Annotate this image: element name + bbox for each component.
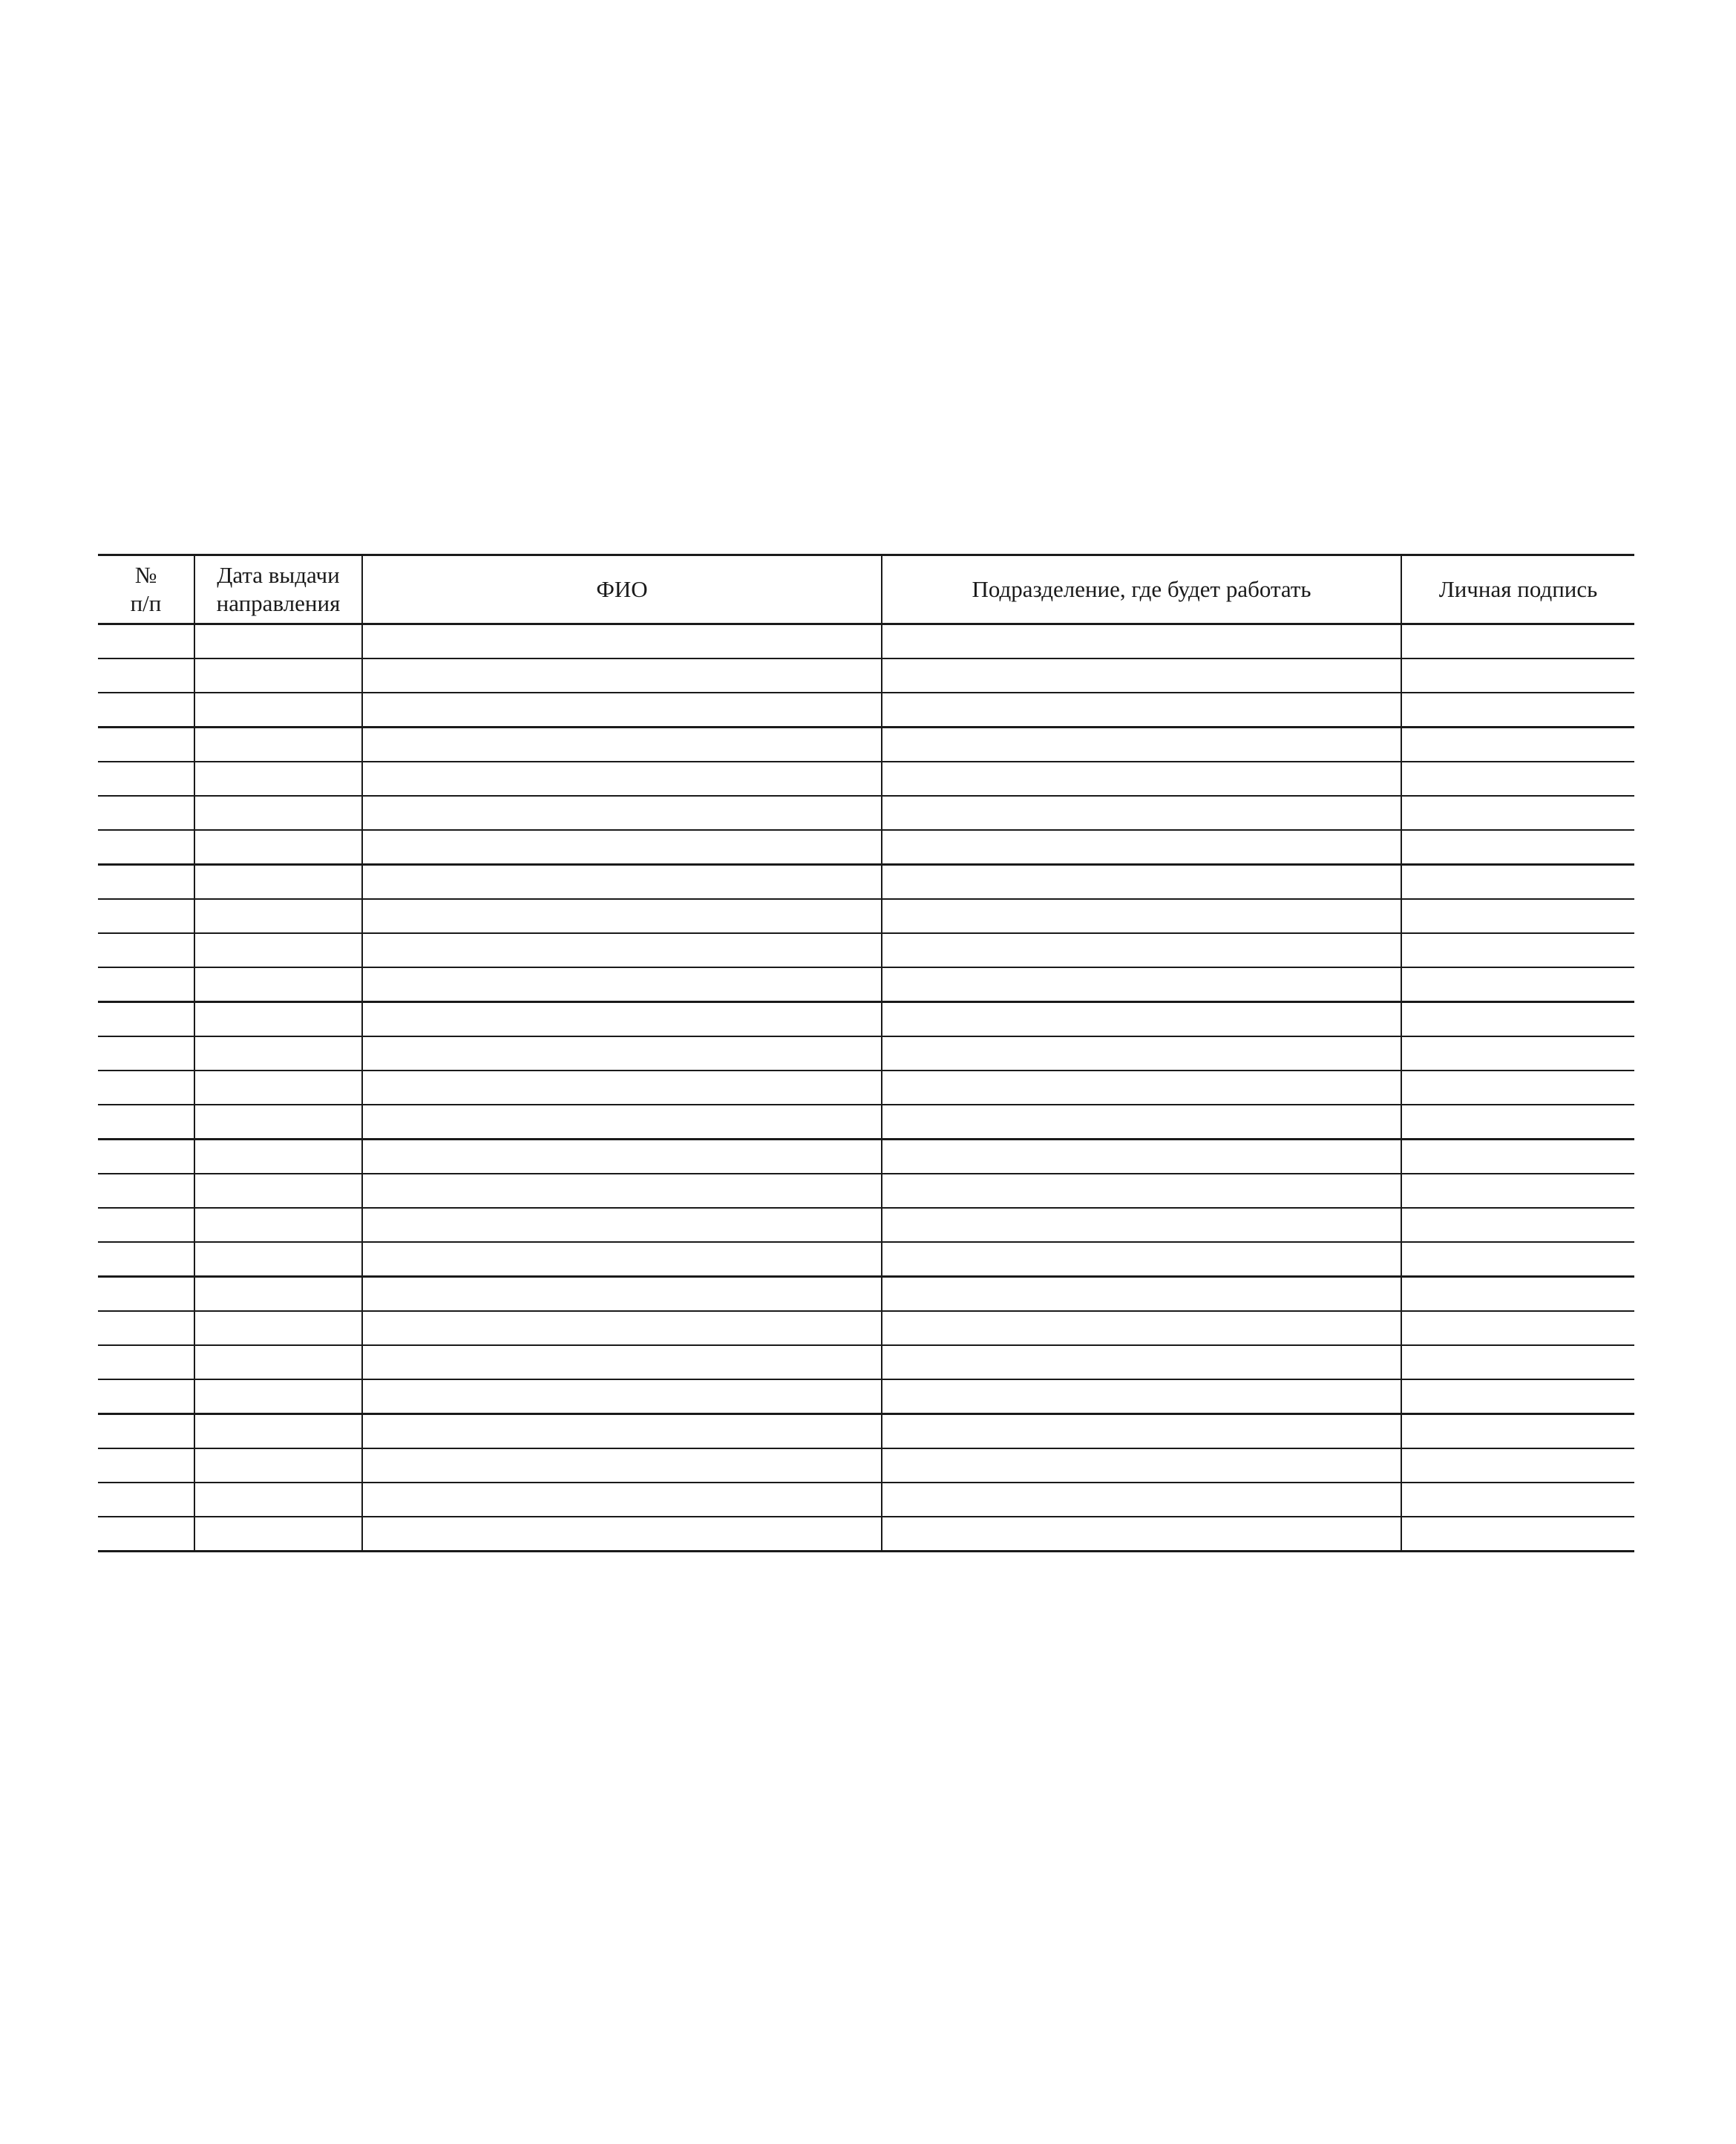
cell-department[interactable] <box>882 1483 1401 1517</box>
cell-number[interactable] <box>98 1517 194 1552</box>
cell-number[interactable] <box>98 1311 194 1345</box>
cell-department[interactable] <box>882 899 1401 933</box>
col-header-signature: Личная подпись <box>1401 555 1634 624</box>
cell-signature[interactable] <box>1401 1242 1634 1277</box>
table-row <box>98 967 1634 1002</box>
cell-full-name[interactable] <box>362 1208 882 1242</box>
cell-department[interactable] <box>882 658 1401 693</box>
cell-department[interactable] <box>882 830 1401 865</box>
cell-number[interactable] <box>98 693 194 728</box>
cell-signature[interactable] <box>1401 1002 1634 1037</box>
cell-signature[interactable] <box>1401 1379 1634 1414</box>
cell-department[interactable] <box>882 1105 1401 1140</box>
cell-full-name[interactable] <box>362 796 882 830</box>
table-row <box>98 762 1634 796</box>
cell-issue-date[interactable] <box>194 693 362 728</box>
table-row <box>98 933 1634 967</box>
cell-signature[interactable] <box>1401 1311 1634 1345</box>
table-row <box>98 1345 1634 1379</box>
cell-issue-date[interactable] <box>194 1002 362 1037</box>
cell-issue-date[interactable] <box>194 728 362 762</box>
table-row <box>98 1071 1634 1105</box>
cell-department[interactable] <box>882 762 1401 796</box>
table-header <box>98 555 1634 624</box>
cell-issue-date[interactable] <box>194 1483 362 1517</box>
cell-signature[interactable] <box>1401 693 1634 728</box>
cell-full-name[interactable] <box>362 1483 882 1517</box>
cell-department[interactable] <box>882 624 1401 659</box>
header-row <box>98 555 1634 624</box>
cell-department[interactable] <box>882 1036 1401 1071</box>
table-row <box>98 728 1634 762</box>
cell-issue-date[interactable] <box>194 1517 362 1552</box>
col-header-number: № п/п <box>98 555 194 624</box>
cell-full-name[interactable] <box>362 1414 882 1449</box>
cell-full-name[interactable] <box>362 1345 882 1379</box>
table-row <box>98 1140 1634 1174</box>
cell-department[interactable] <box>882 1208 1401 1242</box>
cell-signature[interactable] <box>1401 1414 1634 1449</box>
cell-department[interactable] <box>882 1277 1401 1312</box>
cell-full-name[interactable] <box>362 899 882 933</box>
cell-number[interactable] <box>98 967 194 1002</box>
cell-number[interactable] <box>98 1483 194 1517</box>
cell-department[interactable] <box>882 796 1401 830</box>
table-row <box>98 1036 1634 1071</box>
cell-full-name[interactable] <box>362 1379 882 1414</box>
table-row <box>98 899 1634 933</box>
cell-full-name[interactable] <box>362 624 882 659</box>
cell-signature[interactable] <box>1401 1071 1634 1105</box>
table-row <box>98 658 1634 693</box>
cell-full-name[interactable] <box>362 762 882 796</box>
cell-department[interactable] <box>882 1140 1401 1174</box>
cell-signature[interactable] <box>1401 762 1634 796</box>
cell-issue-date[interactable] <box>194 865 362 900</box>
cell-number[interactable] <box>98 728 194 762</box>
cell-issue-date[interactable] <box>194 1277 362 1312</box>
cell-issue-date[interactable] <box>194 1311 362 1345</box>
table-body <box>98 624 1634 1552</box>
col-header-issue-date: Дата выдачи направления <box>194 555 362 624</box>
table-row <box>98 1517 1634 1552</box>
cell-full-name[interactable] <box>362 1036 882 1071</box>
cell-number[interactable] <box>98 1379 194 1414</box>
cell-full-name[interactable] <box>362 933 882 967</box>
cell-full-name[interactable] <box>362 1071 882 1105</box>
cell-number[interactable] <box>98 1174 194 1208</box>
col-header-full-name: ФИО <box>362 555 882 624</box>
cell-number[interactable] <box>98 1105 194 1140</box>
cell-issue-date[interactable] <box>194 899 362 933</box>
cell-department[interactable] <box>882 865 1401 900</box>
cell-issue-date[interactable] <box>194 1379 362 1414</box>
cell-signature[interactable] <box>1401 1448 1634 1483</box>
cell-number[interactable] <box>98 658 194 693</box>
cell-department[interactable] <box>882 1002 1401 1037</box>
table-row <box>98 796 1634 830</box>
cell-issue-date[interactable] <box>194 1105 362 1140</box>
cell-full-name[interactable] <box>362 1002 882 1037</box>
cell-signature[interactable] <box>1401 658 1634 693</box>
cell-full-name[interactable] <box>362 1174 882 1208</box>
cell-number[interactable] <box>98 624 194 659</box>
cell-issue-date[interactable] <box>194 658 362 693</box>
cell-issue-date[interactable] <box>194 1208 362 1242</box>
table-row <box>98 1448 1634 1483</box>
cell-signature[interactable] <box>1401 830 1634 865</box>
cell-department[interactable] <box>882 1071 1401 1105</box>
cell-number[interactable] <box>98 865 194 900</box>
cell-issue-date[interactable] <box>194 967 362 1002</box>
cell-full-name[interactable] <box>362 1311 882 1345</box>
cell-number[interactable] <box>98 1071 194 1105</box>
table-row <box>98 1208 1634 1242</box>
cell-full-name[interactable] <box>362 1140 882 1174</box>
table-row <box>98 1483 1634 1517</box>
cell-signature[interactable] <box>1401 1483 1634 1517</box>
cell-issue-date[interactable] <box>194 830 362 865</box>
cell-issue-date[interactable] <box>194 624 362 659</box>
cell-department[interactable] <box>882 728 1401 762</box>
register-table <box>98 554 1634 1552</box>
cell-number[interactable] <box>98 1345 194 1379</box>
cell-department[interactable] <box>882 1517 1401 1552</box>
cell-issue-date[interactable] <box>194 933 362 967</box>
cell-signature[interactable] <box>1401 1345 1634 1379</box>
cell-number[interactable] <box>98 1242 194 1277</box>
cell-signature[interactable] <box>1401 728 1634 762</box>
cell-full-name[interactable] <box>362 1105 882 1140</box>
cell-number[interactable] <box>98 1140 194 1174</box>
table-row <box>98 830 1634 865</box>
cell-department[interactable] <box>882 1345 1401 1379</box>
table-row <box>98 693 1634 728</box>
cell-department[interactable] <box>882 1311 1401 1345</box>
cell-number[interactable] <box>98 1002 194 1037</box>
cell-number[interactable] <box>98 1208 194 1242</box>
cell-number[interactable] <box>98 830 194 865</box>
cell-number[interactable] <box>98 1448 194 1483</box>
cell-full-name[interactable] <box>362 728 882 762</box>
table-row <box>98 865 1634 900</box>
cell-signature[interactable] <box>1401 899 1634 933</box>
cell-number[interactable] <box>98 1414 194 1449</box>
cell-number[interactable] <box>98 762 194 796</box>
cell-issue-date[interactable] <box>194 1242 362 1277</box>
table-row <box>98 1311 1634 1345</box>
cell-signature[interactable] <box>1401 1277 1634 1312</box>
cell-full-name[interactable] <box>362 1448 882 1483</box>
cell-issue-date[interactable] <box>194 1174 362 1208</box>
table-row <box>98 1277 1634 1312</box>
cell-department[interactable] <box>882 1174 1401 1208</box>
table-row <box>98 624 1634 659</box>
cell-full-name[interactable] <box>362 658 882 693</box>
cell-department[interactable] <box>882 1448 1401 1483</box>
cell-department[interactable] <box>882 1242 1401 1277</box>
cell-full-name[interactable] <box>362 830 882 865</box>
cell-number[interactable] <box>98 796 194 830</box>
cell-full-name[interactable] <box>362 693 882 728</box>
cell-full-name[interactable] <box>362 967 882 1002</box>
cell-signature[interactable] <box>1401 967 1634 1002</box>
cell-signature[interactable] <box>1401 1140 1634 1174</box>
cell-number[interactable] <box>98 1036 194 1071</box>
cell-signature[interactable] <box>1401 796 1634 830</box>
cell-issue-date[interactable] <box>194 1414 362 1449</box>
cell-department[interactable] <box>882 1414 1401 1449</box>
cell-issue-date[interactable] <box>194 1036 362 1071</box>
cell-department[interactable] <box>882 693 1401 728</box>
table-row <box>98 1379 1634 1414</box>
cell-issue-date[interactable] <box>194 1345 362 1379</box>
cell-signature[interactable] <box>1401 933 1634 967</box>
cell-issue-date[interactable] <box>194 1140 362 1174</box>
cell-full-name[interactable] <box>362 865 882 900</box>
cell-signature[interactable] <box>1401 1517 1634 1552</box>
cell-full-name[interactable] <box>362 1517 882 1552</box>
cell-signature[interactable] <box>1401 1208 1634 1242</box>
cell-signature[interactable] <box>1401 865 1634 900</box>
cell-department[interactable] <box>882 967 1401 1002</box>
table-row <box>98 1105 1634 1140</box>
cell-full-name[interactable] <box>362 1277 882 1312</box>
table-row <box>98 1174 1634 1208</box>
table-row <box>98 1002 1634 1037</box>
cell-number[interactable] <box>98 1277 194 1312</box>
cell-issue-date[interactable] <box>194 1448 362 1483</box>
cell-signature[interactable] <box>1401 1174 1634 1208</box>
cell-issue-date[interactable] <box>194 762 362 796</box>
cell-issue-date[interactable] <box>194 1071 362 1105</box>
col-header-department: Подразделение, где будет работать <box>882 555 1401 624</box>
cell-signature[interactable] <box>1401 1036 1634 1071</box>
cell-signature[interactable] <box>1401 624 1634 659</box>
cell-full-name[interactable] <box>362 1242 882 1277</box>
cell-issue-date[interactable] <box>194 796 362 830</box>
cell-department[interactable] <box>882 933 1401 967</box>
cell-department[interactable] <box>882 1379 1401 1414</box>
cell-number[interactable] <box>98 933 194 967</box>
table-row <box>98 1242 1634 1277</box>
table-row <box>98 1414 1634 1449</box>
cell-signature[interactable] <box>1401 1105 1634 1140</box>
cell-number[interactable] <box>98 899 194 933</box>
